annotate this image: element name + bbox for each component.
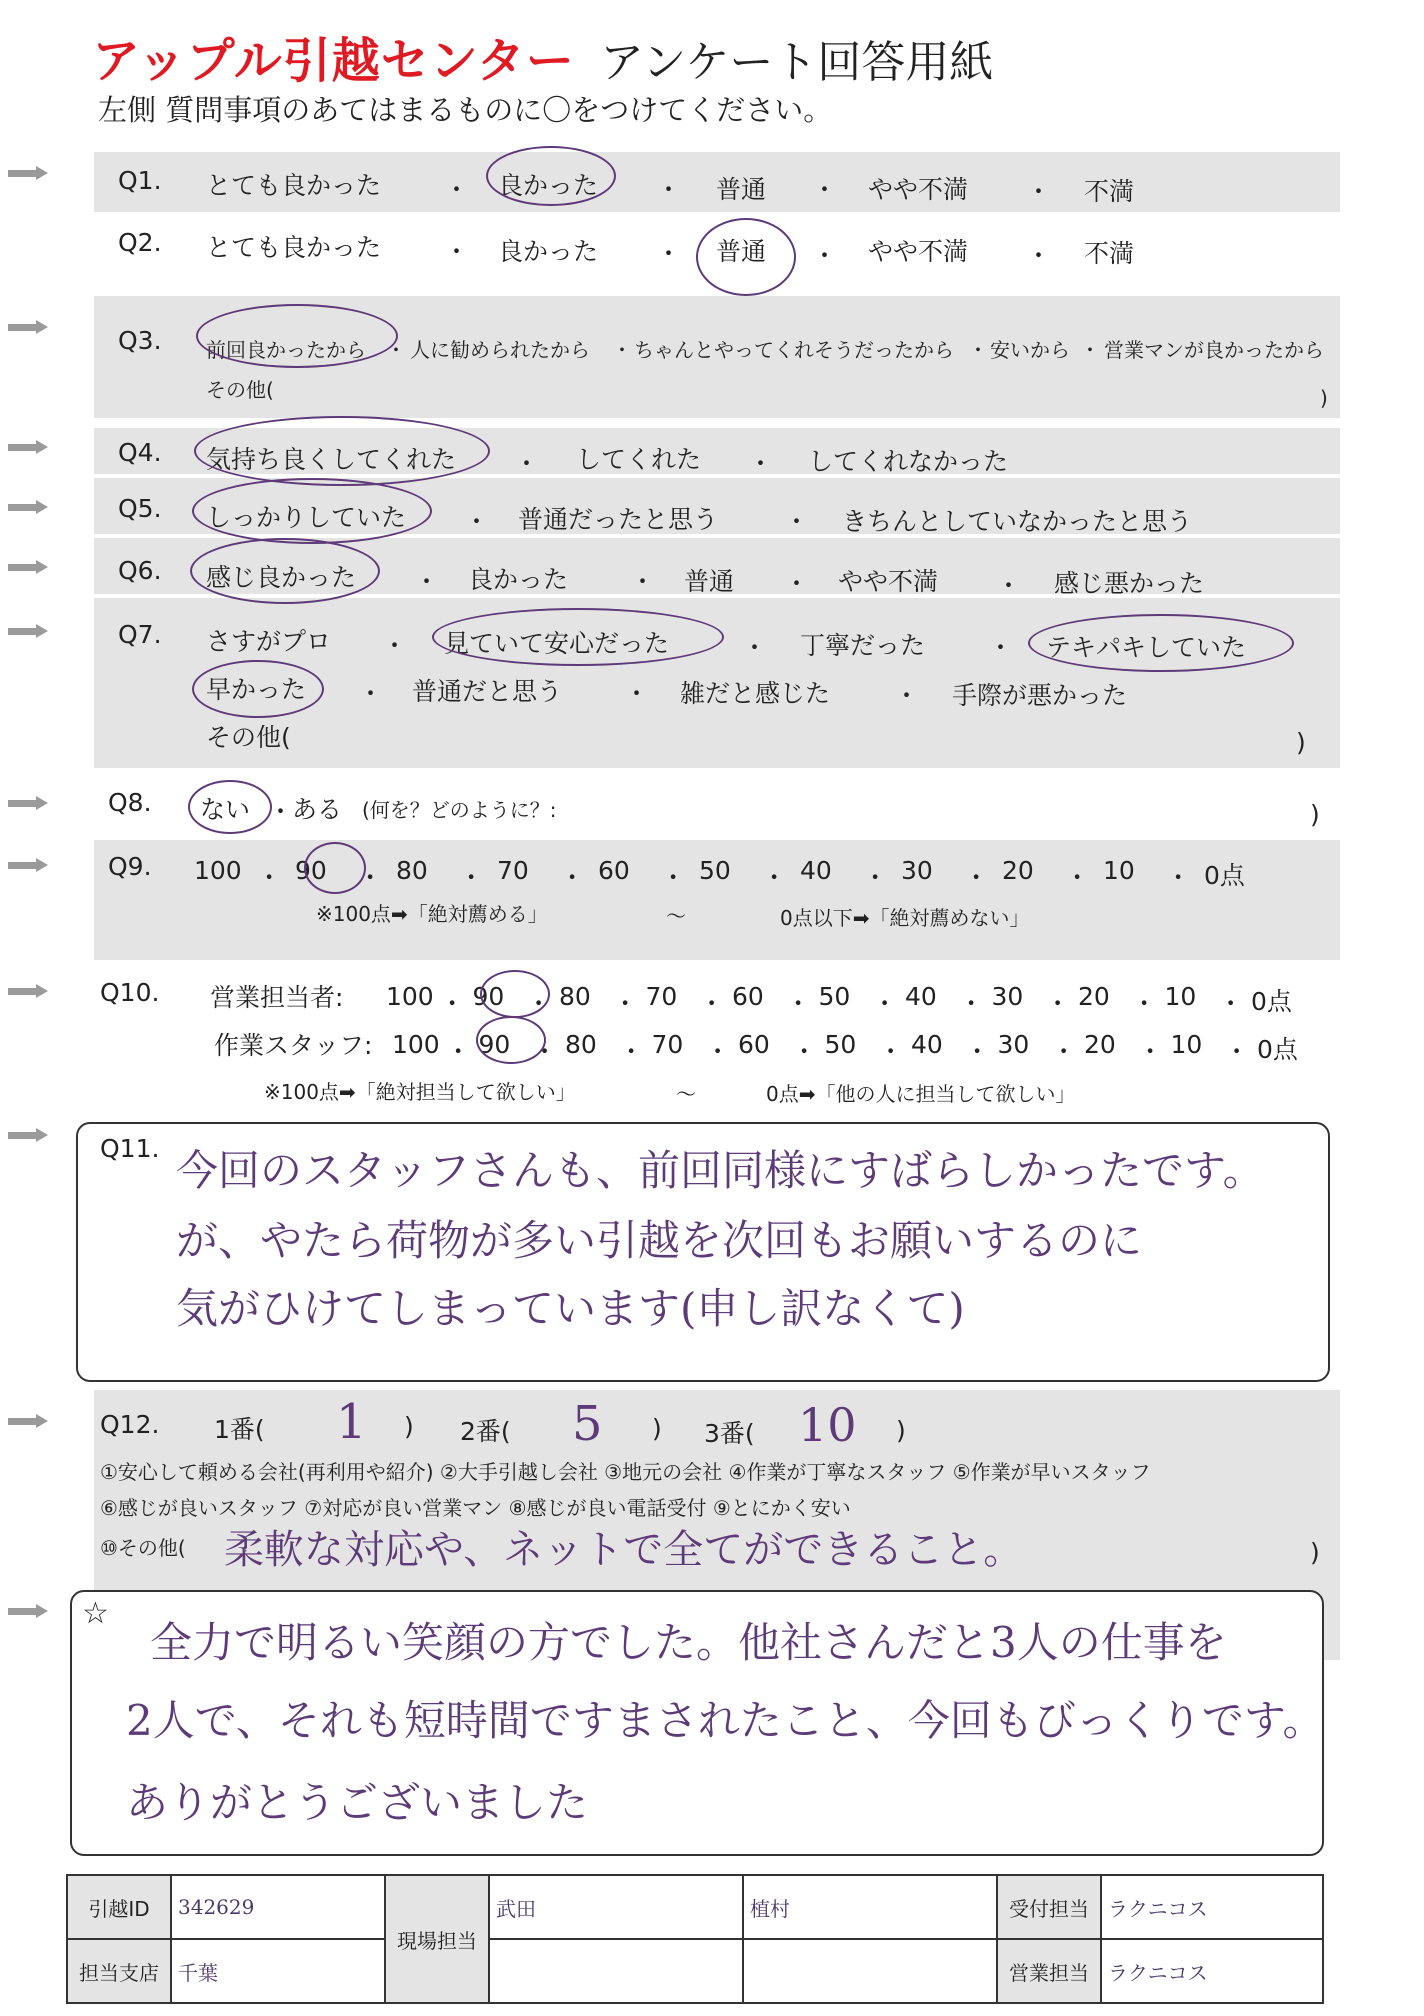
site-staff-name[interactable]: 植村 (743, 1875, 997, 1939)
separator: ・ (812, 241, 838, 270)
separator: ・ (761, 863, 787, 892)
q11-answer-line: 今回のスタッフさんも、前回同様にすばらしかったです。 (176, 1146, 1265, 1195)
separator: ・ (559, 863, 585, 892)
q7-other[interactable]: その他( (206, 723, 291, 752)
q12-second-label: 2番( (460, 1417, 511, 1446)
q12-first-value[interactable]: 1 (336, 1394, 367, 1450)
q10-staff-score-option[interactable]: 20 (1084, 1030, 1116, 1059)
q10-sales-score-option[interactable]: 100 (386, 982, 434, 1011)
separator: ・ (862, 863, 888, 892)
separator: ・ (784, 507, 810, 536)
separator: ・ (988, 633, 1014, 662)
site-staff-name[interactable]: 武田 (489, 1875, 743, 1939)
q12-third-value[interactable]: 10 (798, 1398, 857, 1452)
q10-sales-score-option[interactable]: 0点 (1251, 987, 1292, 1016)
separator: ・ (791, 1037, 817, 1066)
q10-sales-score-option[interactable]: 30 (991, 982, 1024, 1011)
form-subtitle: アンケート回答用紙 (600, 37, 994, 88)
row-arrow-icon (8, 1128, 48, 1142)
q7-option-selected[interactable]: 早かった (206, 675, 307, 704)
move-id-value[interactable]: 342629 (171, 1875, 385, 1939)
q9-tilde: 〜 (666, 904, 686, 928)
q3-selection-circle (196, 304, 398, 368)
q10-staff-score-option[interactable]: 30 (997, 1030, 1030, 1059)
separator: ・ (742, 633, 768, 662)
q12-close: ) (404, 1412, 414, 1441)
separator: ・ (656, 175, 682, 204)
separator: ・ (445, 1037, 471, 1066)
q10-sales-score-option[interactable]: 60 (732, 982, 764, 1011)
q4-option[interactable]: してくれなかった (808, 447, 1009, 476)
separator: ・ (1026, 241, 1052, 270)
q7-selection-circle (1028, 614, 1294, 672)
separator: ・ (660, 863, 686, 892)
q6-option[interactable]: 感じ悪かった (1054, 569, 1205, 598)
row-arrow-icon (8, 984, 48, 998)
separator: ・ (1026, 177, 1052, 206)
separator: ・ (964, 1037, 990, 1066)
q8-option-selected[interactable]: ない (200, 795, 251, 824)
q3-other-close: ) (1320, 386, 1328, 410)
branch-value[interactable]: 千葉 (171, 1939, 385, 2003)
q3-option[interactable]: 人に勧められたから (410, 338, 590, 362)
q9-score-option[interactable]: 30 (901, 856, 933, 885)
site-staff-label: 現場担当 (385, 1875, 489, 2003)
q2-option[interactable]: 不満 (1084, 239, 1135, 268)
separator: ・ (705, 1037, 731, 1066)
separator: ・ (624, 679, 650, 708)
q12-other-label: ⑩その他( (100, 1536, 186, 1560)
sales-label: 営業担当 (997, 1939, 1101, 2003)
q7-option[interactable]: 手際が悪かった (952, 681, 1128, 710)
q7-option-selected[interactable]: テキパキしていた (1046, 633, 1247, 662)
q3-other[interactable]: その他( (206, 378, 274, 402)
q4-option[interactable]: してくれた (576, 445, 702, 474)
q3-number: Q3. (118, 326, 162, 355)
row-arrow-icon (8, 858, 48, 872)
sales-value[interactable]: ラクニコス (1101, 1939, 1323, 2003)
q10-number: Q10. (100, 978, 160, 1007)
q4-selection-circle (194, 416, 490, 486)
separator: ・ (812, 175, 838, 204)
star-icon: ☆ (82, 1596, 109, 1631)
q2-option[interactable]: 良かった (498, 237, 599, 266)
separator: ・ (1165, 863, 1191, 892)
q5-option-selected[interactable]: しっかりしていた (206, 503, 407, 532)
separator: ・ (618, 1037, 644, 1066)
free-comment-line: ありがとうございました (126, 1778, 589, 1827)
separator: ・ (1064, 863, 1090, 892)
q10-staff-score-option[interactable]: 90 (478, 1030, 511, 1059)
separator: ・ (1218, 989, 1244, 1018)
separator: ・ (894, 681, 920, 710)
q9-score-option[interactable]: 40 (800, 856, 832, 885)
row-arrow-icon (8, 796, 48, 810)
brand-title: アップル引越センター (92, 33, 575, 89)
separator: ・ (784, 569, 810, 598)
separator: ・ (968, 338, 988, 362)
q12-options-line: ①安心して頼める会社(再利用や紹介) ②大手引越し会社 ③地元の会社 ④作業が丁寧なスタッフ ⑤作業が早いスタッフ (100, 1460, 1151, 1484)
q6-option[interactable]: 普通 (684, 567, 735, 596)
q1-option-selected[interactable]: 良かった (498, 171, 599, 200)
row-arrow-icon (8, 500, 48, 514)
q6-option[interactable]: 良かった (468, 565, 569, 594)
q10-sales-selection-circle (480, 970, 550, 1018)
separator: ・ (1051, 1037, 1077, 1066)
separator: ・ (612, 338, 632, 362)
q5-selection-circle (192, 478, 432, 544)
separator: ・ (514, 449, 540, 478)
q1-selection-circle (486, 146, 616, 206)
separator: ・ (532, 1037, 558, 1066)
q7-other-close: ) (1296, 728, 1306, 757)
q12-second-value[interactable]: 5 (572, 1396, 603, 1452)
q2-number: Q2. (118, 228, 162, 257)
q8-number: Q8. (108, 788, 152, 817)
move-id-label: 引越ID (67, 1875, 171, 1939)
q12-third-label: 3番( (704, 1419, 755, 1448)
free-comment-line: 全力で明るい笑顔の方でした。他社さんだと3人の仕事を (150, 1618, 1227, 1667)
separator: ・ (1224, 1037, 1250, 1066)
reception-label: 受付担当 (997, 1875, 1101, 1939)
q10-tilde: 〜 (676, 1082, 696, 1106)
q10-sales-score-option[interactable]: 90 (472, 982, 505, 1011)
q6-option[interactable]: やや不満 (838, 567, 939, 596)
q2-option-selected[interactable]: 普通 (716, 237, 767, 266)
q10-sales-score-option[interactable]: 80 (559, 982, 591, 1011)
separator: ・ (996, 571, 1022, 600)
q11-answer-line: 気がひけてしまっています(申し訳なくて) (176, 1284, 965, 1333)
q10-sales-score-option[interactable]: 10 (1164, 982, 1197, 1011)
q3-option[interactable]: ちゃんとやってくれそうだったから (634, 338, 954, 362)
q1-option[interactable]: 不満 (1084, 177, 1135, 206)
separator: ・ (458, 863, 484, 892)
separator: ・ (958, 989, 984, 1018)
footer-table (66, 1874, 1324, 2004)
q10-staff-score-option[interactable]: 100 (392, 1030, 440, 1059)
q8-close: ) (1310, 800, 1320, 829)
separator: ・ (872, 989, 898, 1018)
q9-selection-circle (304, 842, 366, 894)
q12-close: ) (1310, 1538, 1320, 1567)
q3-option[interactable]: 営業マンが良かったから (1104, 338, 1324, 362)
q9-number: Q9. (108, 852, 152, 881)
q12-close: ) (896, 1416, 906, 1445)
row-arrow-icon (8, 1414, 48, 1428)
row-arrow-icon (8, 440, 48, 454)
q7-option[interactable]: 普通だと思う (412, 677, 563, 706)
q11-number: Q11. (100, 1134, 160, 1163)
q1-option[interactable]: 普通 (716, 175, 767, 204)
branch-label: 担当支店 (67, 1939, 171, 2003)
free-comment-line: 2人で、それも短時間ですまされたこと、今回もびっくりです。 (126, 1696, 1325, 1745)
separator: ・ (963, 863, 989, 892)
q5-number: Q5. (118, 494, 162, 523)
q7-option[interactable]: 丁寧だった (800, 631, 926, 660)
reception-value[interactable]: ラクニコス (1101, 1875, 1323, 1939)
q7-selection-circle (192, 660, 324, 718)
q10-staff-score-option[interactable]: 50 (824, 1030, 857, 1059)
q9-score-option[interactable]: 0点 (1204, 861, 1245, 890)
q10-staff-selection-circle (476, 1016, 546, 1064)
q2-option[interactable]: とても良かった (206, 233, 382, 262)
separator: ・ (386, 338, 406, 362)
q10-sales-score-option[interactable]: 40 (905, 982, 937, 1011)
q10-staff-label: 作業スタッフ: (214, 1031, 373, 1060)
q9-score-option[interactable]: 10 (1103, 856, 1135, 885)
q12-close: ) (652, 1414, 662, 1443)
separator: ・ (1080, 338, 1100, 362)
q10-staff-score-option[interactable]: 70 (651, 1030, 684, 1059)
q10-sales-score-option[interactable]: 20 (1078, 982, 1110, 1011)
q7-option[interactable]: 雑だと感じた (680, 679, 831, 708)
q2-selection-circle (696, 218, 796, 296)
q1-option[interactable]: とても良かった (206, 171, 382, 200)
separator: ・ (656, 239, 682, 268)
q5-option[interactable]: 普通だったと思う (518, 505, 719, 534)
site-staff-empty (743, 1939, 997, 2003)
separator: ・ (268, 797, 294, 826)
q12-other-text[interactable]: 柔軟な対応や、ネットで全てができること。 (224, 1527, 1024, 1573)
row-arrow-icon (8, 624, 48, 638)
q10-staff-score-option[interactable]: 0点 (1257, 1035, 1298, 1064)
separator: ・ (1131, 989, 1157, 1018)
separator: ・ (612, 989, 638, 1018)
separator: ・ (414, 567, 440, 596)
site-staff-empty (489, 1939, 743, 2003)
q11-answer-line: が、やたら荷物が多い引越を次回もお願いするのに (176, 1216, 1143, 1265)
q12-options-line: ⑥感じが良いスタッフ ⑦対応が良い営業マン ⑧感じが良い電話受付 ⑨とにかく安い (100, 1496, 851, 1520)
q8-selection-circle (188, 780, 272, 834)
separator: ・ (526, 989, 552, 1018)
q3-option[interactable]: 安いから (990, 338, 1070, 362)
separator: ・ (748, 449, 774, 478)
q9-score-option[interactable]: 100 (194, 856, 242, 885)
q4-number: Q4. (118, 438, 162, 467)
q1-number: Q1. (118, 166, 162, 195)
q9-score-option[interactable]: 50 (699, 856, 731, 885)
separator: ・ (878, 1037, 904, 1066)
row-arrow-icon (8, 1604, 48, 1618)
q10-staff-score-option[interactable]: 60 (738, 1030, 770, 1059)
q4-option-selected[interactable]: 気持ち良くしてくれた (206, 445, 457, 474)
q6-option-selected[interactable]: 感じ良かった (206, 563, 357, 592)
separator: ・ (256, 863, 282, 892)
separator: ・ (357, 863, 383, 892)
q10-sales-score-option[interactable]: 70 (645, 982, 678, 1011)
q9-score-option[interactable]: 20 (1002, 856, 1034, 885)
q10-hint-right: 0点➡「他の人に担当して欲しい」 (766, 1082, 1076, 1106)
row-arrow-icon (8, 320, 48, 334)
q6-selection-circle (190, 538, 380, 604)
q8-option[interactable]: ある (292, 795, 343, 824)
q9-hint-left: ※100点➡「絶対薦める」 (316, 902, 548, 926)
separator: ・ (1045, 989, 1071, 1018)
q9-score-option[interactable]: 80 (396, 856, 428, 885)
separator: ・ (444, 237, 470, 266)
q3-option-selected[interactable]: 前回良かったから (206, 338, 366, 362)
row-arrow-icon (8, 166, 48, 180)
separator: ・ (439, 989, 465, 1018)
q10-staff-score-option[interactable]: 40 (911, 1030, 943, 1059)
q7-number: Q7. (118, 620, 162, 649)
separator: ・ (464, 507, 490, 536)
separator: ・ (785, 989, 811, 1018)
q10-sales-score-option[interactable]: 50 (818, 982, 851, 1011)
separator: ・ (444, 175, 470, 204)
separator: ・ (382, 631, 408, 660)
q12-number: Q12. (100, 1410, 160, 1439)
q7-selection-circle (432, 608, 724, 666)
q9-score-option[interactable]: 60 (598, 856, 630, 885)
q2-option[interactable]: やや不満 (868, 237, 969, 266)
q9-hint-right: 0点以下➡「絶対薦めない」 (780, 906, 1030, 930)
separator: ・ (358, 679, 384, 708)
q7-option-selected[interactable]: 見ていて安心だった (444, 629, 670, 658)
q7-option[interactable]: さすがプロ (206, 627, 332, 656)
instruction-text: 左側 質問事項のあてはまるものに〇をつけてください。 (98, 93, 833, 127)
q9-score-option[interactable]: 90 (295, 856, 327, 885)
q10-sales-label: 営業担当者: (210, 983, 344, 1012)
q8-note[interactable]: (何を？どのように？: (362, 798, 557, 822)
separator: ・ (1137, 1037, 1163, 1066)
q6-number: Q6. (118, 556, 162, 585)
row-arrow-icon (8, 560, 48, 574)
q10-hint-left: ※100点➡「絶対担当して欲しい」 (264, 1080, 576, 1104)
q10-staff-score-option[interactable]: 10 (1170, 1030, 1203, 1059)
q5-option[interactable]: きちんとしていなかったと思う (842, 507, 1193, 536)
separator: ・ (630, 567, 656, 596)
q9-score-option[interactable]: 70 (497, 856, 529, 885)
separator: ・ (699, 989, 725, 1018)
q10-staff-score-option[interactable]: 80 (565, 1030, 597, 1059)
q1-option[interactable]: やや不満 (868, 175, 969, 204)
q12-first-label: 1番( (214, 1415, 265, 1444)
